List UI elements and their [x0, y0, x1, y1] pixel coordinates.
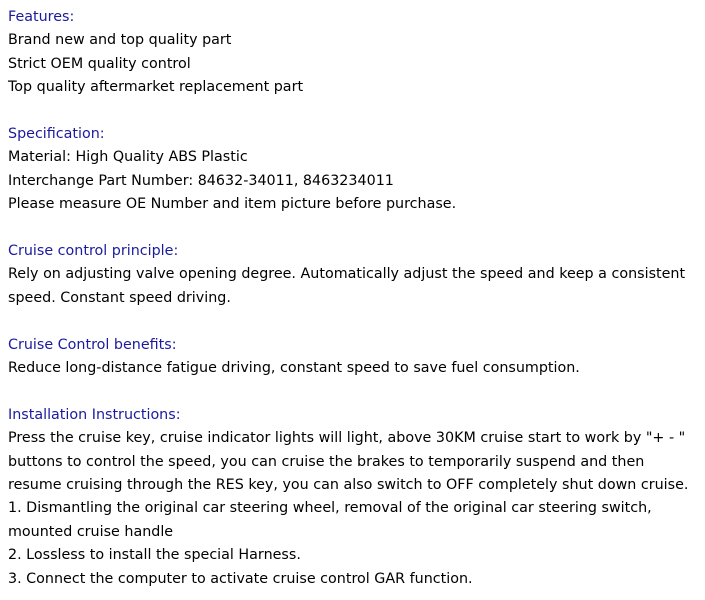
specification-line: Interchange Part Number: 84632-34011, 8463234011: [8, 172, 394, 189]
features-section: [8, 6, 702, 100]
specification-line: Material: High Quality ABS Plastic: [8, 149, 248, 166]
features-line: Brand new and top quality part: [8, 32, 232, 49]
installation-line: Press the cruise key, cruise indicator lights will light, above 30KM cruise start to work by "+ - " buttons to control the speed, you can cruise the brakes to temporarily suspend and then resume cruising through the RES key, you can also switch to OFF completely shut down cruise.: [8, 430, 689, 494]
installation-heading: Installation Instructions:: [8, 406, 181, 423]
specification-line: Please measure OE Number and item picture before purchase.: [8, 196, 457, 213]
specification-section: [8, 123, 702, 217]
installation-step: 2. Lossless to install the special Harness.: [8, 547, 301, 564]
installation-step: 1. Dismantling the original car steering wheel, removal of the original car steering switch, mounted cruise handle: [8, 500, 652, 540]
benefits-text: Reduce long-distance fatigue driving, constant speed to save fuel consumption.: [8, 360, 580, 377]
product-description: [8, 6, 702, 591]
installation-step: 3. Connect the computer to activate cruise control GAR function.: [8, 570, 473, 587]
features-line: Strict OEM quality control: [8, 55, 191, 72]
benefits-heading: Cruise Control benefits:: [8, 336, 177, 353]
features-line: Top quality aftermarket replacement part: [8, 79, 304, 96]
principle-heading: Cruise control principle:: [8, 243, 179, 260]
benefits-section: [8, 334, 702, 381]
installation-section: [8, 404, 702, 591]
principle-section: [8, 240, 702, 310]
specification-heading: Specification:: [8, 126, 105, 143]
features-heading: Features:: [8, 9, 75, 25]
principle-text: Rely on adjusting valve opening degree. Automatically adjust the speed and keep a consistent speed. Constant speed driving.: [8, 266, 686, 306]
